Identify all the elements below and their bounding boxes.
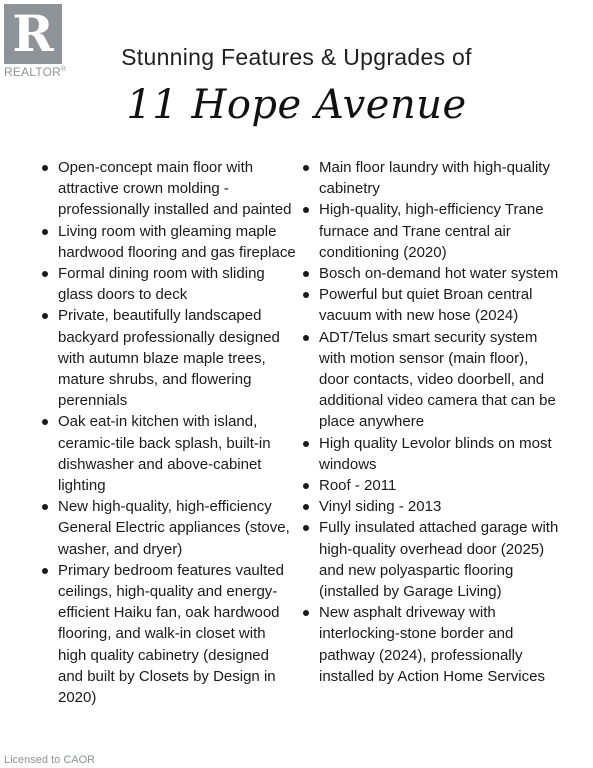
page-title: Stunning Features & Upgrades of: [121, 44, 472, 70]
list-item: Main floor laundry with high-quality cabinetry: [299, 157, 559, 199]
list-item: New high-quality, high-efficiency General Electric appliances (stove, washer, and dryer): [38, 496, 296, 560]
list-item: Bosch on-demand hot water system: [299, 263, 559, 284]
list-item: Living room with gleaming maple hardwood flooring and gas fireplace: [38, 221, 296, 263]
list-item: Private, beautifully landscaped backyard professionally designed with autumn blaze maple trees, mature shrubs, and flowering perennials: [38, 305, 296, 411]
realtor-logo-letter: R: [12, 4, 54, 63]
property-address: 11 Hope Avenue: [126, 82, 467, 128]
list-item: High quality Levolor blinds on most windows: [299, 433, 559, 475]
list-item: Open-concept main floor with attractive crown molding - professionally installed and painted: [38, 157, 296, 221]
list-item: ADT/Telus smart security system with motion sensor (main floor), door contacts, video doorbell, and additional video camera that can be place anywhere: [299, 327, 559, 433]
registered-mark: ®: [60, 66, 67, 73]
list-item: High-quality, high-efficiency Trane furnace and Trane central air conditioning (2020): [299, 199, 559, 263]
license-footer: Licensed to CAOR: [4, 754, 96, 766]
features-list-left: [38, 157, 296, 708]
list-item: Formal dining room with sliding glass doors to deck: [38, 263, 296, 305]
list-item: Fully insulated attached garage with high-quality overhead door (2025) and new polyaspartic flooring (installed by Garage Living): [299, 517, 559, 602]
list-item: Powerful but quiet Broan central vacuum with new hose (2024): [299, 284, 559, 326]
list-item: Roof - 2011: [299, 475, 559, 496]
list-item: New asphalt driveway with interlocking-stone border and pathway (2024), professionally installed by Action Home Services: [299, 602, 559, 687]
realtor-logo-word: REALTOR: [4, 65, 61, 79]
list-item: Primary bedroom features vaulted ceilings, high-quality and energy-efficient Haiku fan, oak hardwood flooring, and walk-in closet with high quality cabinetry (designed and built by Closets by Design in 2020): [38, 560, 296, 708]
features-list-right: [299, 157, 559, 687]
list-item: Oak eat-in kitchen with island, ceramic-tile back splash, built-in dishwasher and above-cabinet lighting: [38, 411, 296, 496]
list-item: Vinyl siding - 2013: [299, 496, 559, 517]
